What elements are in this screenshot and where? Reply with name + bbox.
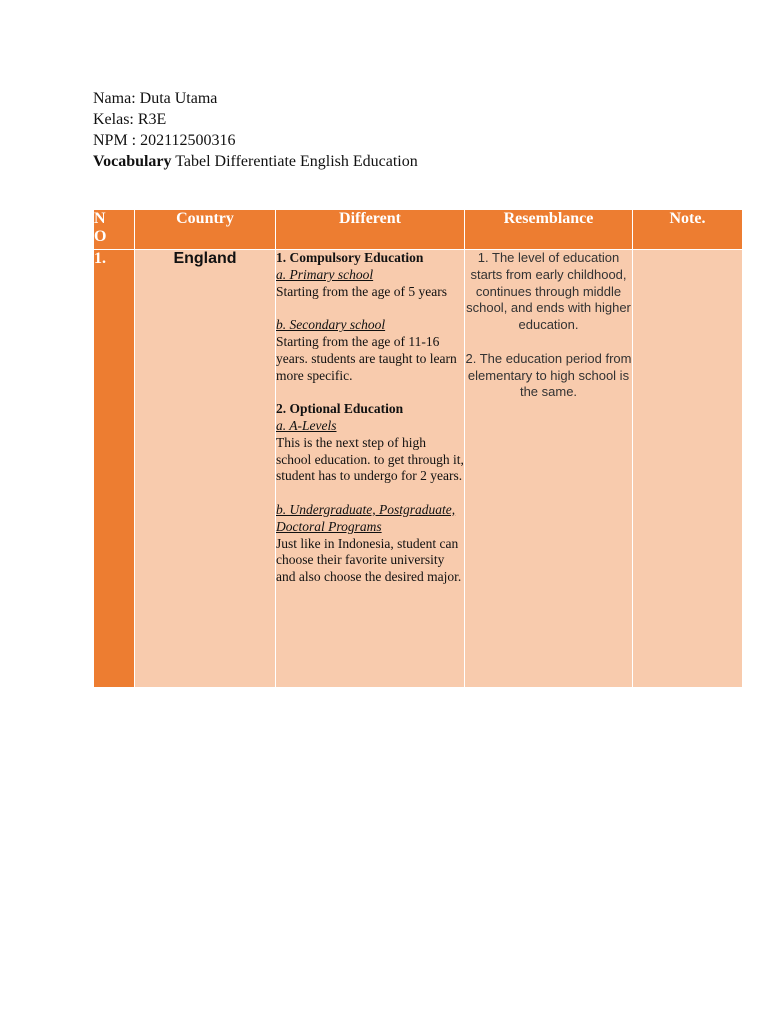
vocabulary-table [93, 209, 743, 688]
header-different: Different [276, 210, 465, 250]
note-cell [633, 250, 743, 688]
header-no: N O [94, 210, 135, 250]
resemblance-point-2: 2. The education period from elementary to high school is the same. [465, 350, 632, 400]
resemblance-cell [465, 250, 633, 688]
section-optional-title: 2. Optional Education [276, 401, 404, 417]
table-header-row [94, 210, 743, 250]
student-name: Nama: Duta Utama [93, 90, 218, 107]
student-class: Kelas: R3E [93, 111, 167, 128]
document-header [93, 88, 418, 172]
document-title [93, 151, 418, 172]
row-number: 1. [94, 250, 135, 688]
different-cell [276, 250, 465, 688]
higher-programs-title: b. Undergraduate, Postgraduate, Doctoral Programs [276, 501, 456, 534]
a-levels-title: a. A-Levels [276, 417, 337, 433]
a-levels-text: This is the next step of high school education. to get through it, student has to undergo for 2 years. [276, 434, 464, 484]
header-note: Note. [633, 210, 743, 250]
primary-school-text: Starting from the age of 5 years [276, 283, 447, 299]
table-row [94, 250, 743, 688]
title-bold: Vocabulary [93, 153, 172, 170]
primary-school-title: a. Primary school [276, 266, 374, 282]
title-rest: Tabel Differentiate English Education [171, 153, 418, 170]
student-npm: NPM : 202112500316 [93, 132, 236, 149]
resemblance-point-1: 1. The level of education starts from early childhood, continues through middle school, and ends with higher education. [466, 250, 631, 333]
section-compulsory-title: 1. Compulsory Education [276, 250, 424, 265]
country-cell: England [135, 250, 276, 688]
higher-programs-text: Just like in Indonesia, student can choose their favorite university and also choose the desired major. [276, 535, 462, 585]
secondary-school-text: Starting from the age of 11-16 years. students are taught to learn more specific. [276, 333, 457, 383]
header-country: Country [135, 210, 276, 250]
header-resemblance: Resemblance [465, 210, 633, 250]
secondary-school-title: b. Secondary school [276, 317, 386, 333]
